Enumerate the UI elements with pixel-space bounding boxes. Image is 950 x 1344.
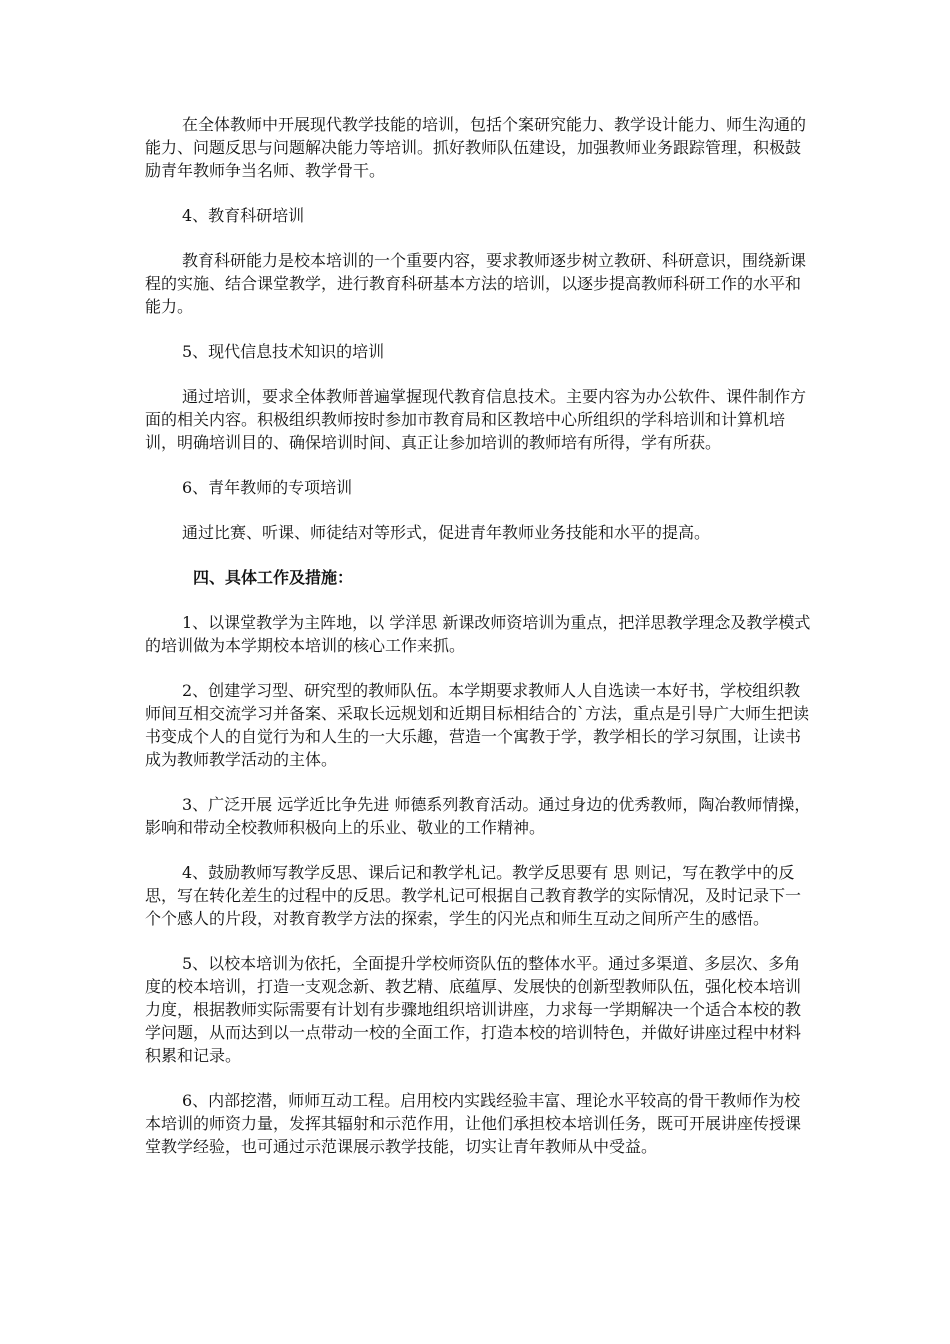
heading-young-teacher-training: 6、青年教师的专项培训 — [182, 478, 353, 497]
section-heading-measures: 四、具体工作及措施： — [193, 568, 354, 587]
heading-it-training: 5、现代信息技术知识的培训 — [182, 342, 385, 361]
paragraph-teaching-skills-training: 在全体教师中开展现代教学技能的培训，包括个案研究能力、教学设计能力、师生沟通的能力、问题反思与问题解决能力等培训。抓好教师队伍建设，加强教师业务跟踪管理，积极鼓励青年教师争当名师、教学骨干。 — [145, 115, 807, 180]
paragraph-young-teacher-training: 通过比赛、听课、师徒结对等形式，促进青年教师业务技能和水平的提高。 — [182, 523, 711, 542]
measure-item-2: 2、创建学习型、研究型的教师队伍。本学期要求教师人人自选读一本好书，学校组织教师间互相交流学习并备案、采取长远规划和近期目标相结合的`方法，重点是引导广大师生把读书变成个人的自觉行为和人生的一大乐趣，营造一个寓教于学，教学相长的学习氛围，让读书成为教师教学活动的主体。 — [145, 681, 810, 769]
measure-item-3: 3、广泛开展 远学近比争先进 师德系列教育活动。通过身边的优秀教师，陶冶教师情操，影响和带动全校教师积极向上的乐业、敬业的工作精神。 — [145, 795, 811, 837]
document-page — [145, 113, 815, 1180]
measure-item-4: 4、鼓励教师写教学反思、课后记和教学札记。教学反思要有 思 则记，写在教学中的反思，写在转化差生的过程中的反思。教学札记可根据自己教育教学的实际情况，及时记录下一个个感人的片段，对教育教学方法的探索，学生的闪光点和师生互动之间所产生的感悟。 — [145, 863, 802, 928]
paragraph-research-training: 教育科研能力是校本培训的一个重要内容，要求教师逐步树立教研、科研意识，围绕新课程的实施、结合课堂教学，进行教育科研基本方法的培训，以逐步提高教师科研工作的水平和能力。 — [145, 251, 807, 316]
measure-item-6: 6、内部挖潜，师师互动工程。启用校内实践经验丰富、理论水平较高的骨干教师作为校本培训的师资力量，发挥其辐射和示范作用，让他们承担校本培训任务，既可开展讲座传授课堂教学经验，也可通过示范课展示教学技能，切实让青年教师从中受益。 — [145, 1091, 802, 1156]
measure-item-1: 1、以课堂教学为主阵地，以 学洋思 新课改师资培训为重点，把洋思教学理念及教学模式的培训做为本学期校本培训的核心工作来抓。 — [145, 613, 811, 655]
measure-item-5: 5、以校本培训为依托，全面提升学校师资队伍的整体水平。通过多渠道、多层次、多角度的校本培训，打造一支观念新、教艺精、底蕴厚、发展快的创新型教师队伍，强化校本培训力度，根据教师实际需要有计划有步骤地组织培训讲座，力求每一学期解决一个适合本校的教学问题，从而达到以一点带动一校的全面工作，打造本校的培训特色，并做好讲座过程中材料积累和记录。 — [145, 954, 802, 1065]
paragraph-it-training: 通过培训，要求全体教师普遍掌握现代教育信息技术。主要内容为办公软件、课件制作方面的相关内容。积极组织教师按时参加市教育局和区教培中心所组织的学科培训和计算机培训，明确培训目的、确保培训时间、真正让参加培训的教师培有所得，学有所获。 — [145, 387, 807, 452]
heading-research-training: 4、教育科研培训 — [182, 206, 305, 225]
